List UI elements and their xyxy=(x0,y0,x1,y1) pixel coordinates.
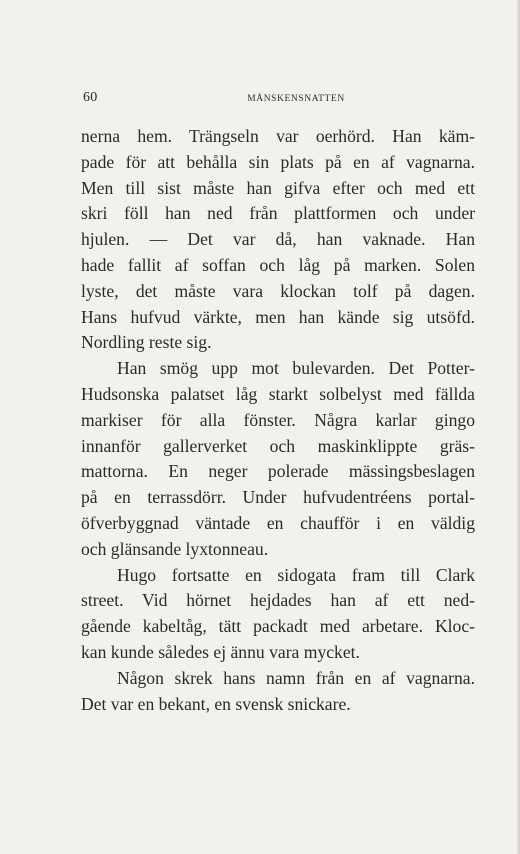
text-line: Hans hufvud värkte, men han kände sig utsöfd. xyxy=(81,306,475,327)
text-line: street. Vid hörnet hejdades han af ett ned- xyxy=(81,590,475,611)
text-line: mattorna. En neger polerade mässingsbeslagen xyxy=(81,461,475,482)
text-line: innanför gallerverket och maskinklippte gräs- xyxy=(81,435,475,456)
text-line: hade fallit af soffan och låg på marken. Solen xyxy=(81,254,475,275)
text-line: nerna hem. Trängseln var oerhörd. Han käm- xyxy=(81,126,475,146)
text-line: Hugo fortsatte en sidogata fram till Clark xyxy=(117,564,475,585)
text-line: Han smög upp mot bulevarden. Det Potter- xyxy=(117,358,475,379)
text-line: markiser för alla fönster. Några karlar gingo xyxy=(81,409,475,430)
text-line: Någon skrek hans namn från en af vagnarna. xyxy=(117,667,475,688)
text-line: pade för att behålla sin plats på en af vagnarna. xyxy=(81,151,475,172)
text-line: Det var en bekant, en svensk snickare. xyxy=(81,693,351,714)
text-line: skri föll han ned från plattformen och under xyxy=(81,203,475,224)
text-line: gående kabeltåg, tätt packadt med arbetare. Kloc- xyxy=(81,616,475,637)
text-line: på en terrassdörr. Under hufvudentréens portal- xyxy=(81,487,475,508)
text-line: lyste, det måste vara klockan tolf på dagen. xyxy=(81,280,475,301)
text-line: öfverbyggnad väntade en chaufför i en väldig xyxy=(81,512,475,533)
page-number: 60 xyxy=(83,90,98,105)
text-line: Nordling reste sig. xyxy=(81,332,212,353)
text-line: kan kunde således ej ännu vara mycket. xyxy=(81,641,360,662)
body-text xyxy=(81,124,475,717)
text-line: och glänsande lyxtonneau. xyxy=(81,538,269,559)
page-header xyxy=(83,88,475,108)
text-line: hjulen. — Det var då, han vaknade. Han xyxy=(81,229,475,250)
text-line: Hudsonska palatset låg starkt solbelyst med fällda xyxy=(81,383,475,404)
running-head: MÅNSKENSNATTEN xyxy=(247,94,345,104)
text-line: Men till sist måste han gifva efter och med ett xyxy=(81,177,475,198)
